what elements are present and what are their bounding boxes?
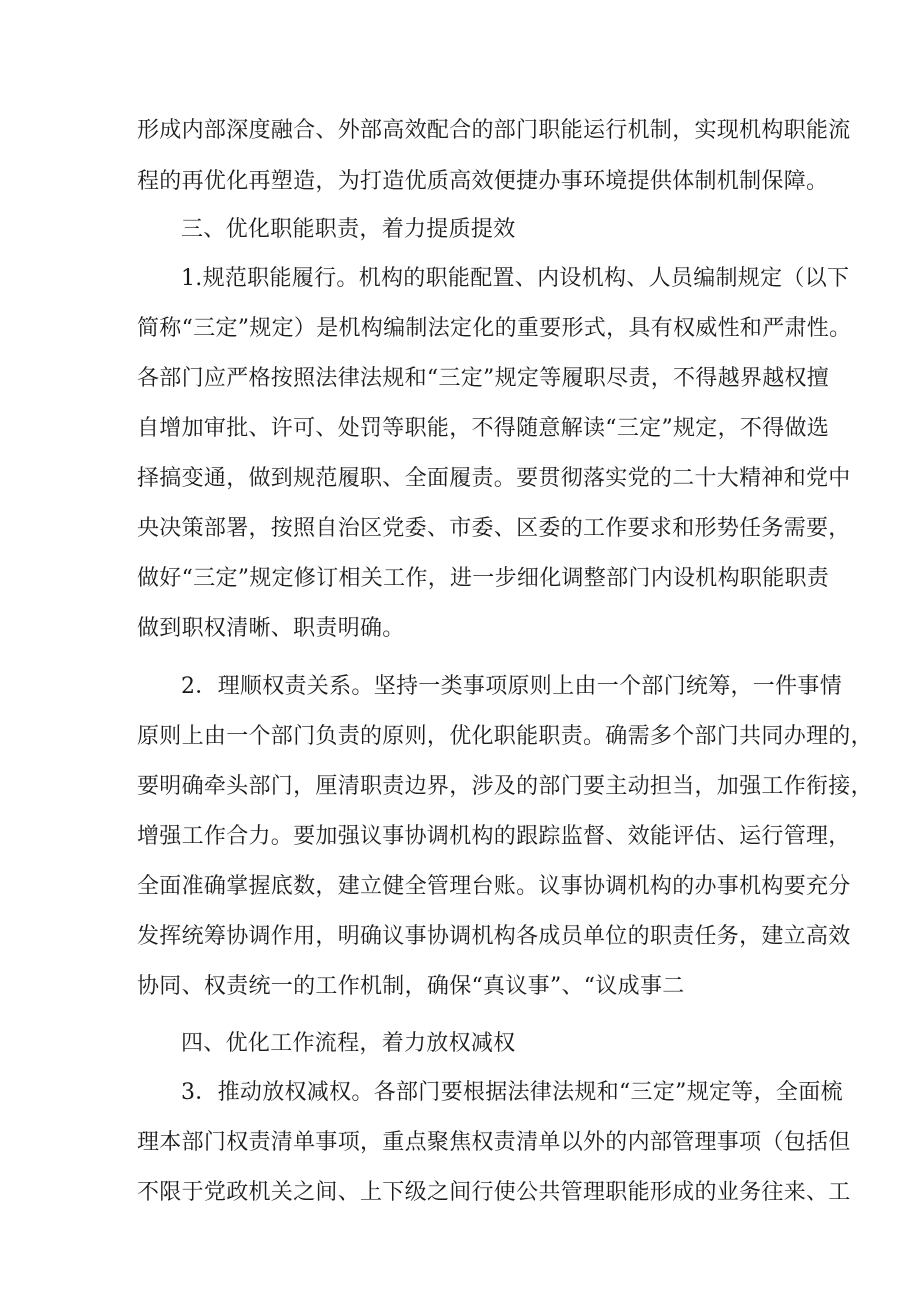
paragraph-line: 要明确牵头部门，厘清职责边界，涉及的部门要主动担当，加强工作衔接， bbox=[137, 774, 873, 799]
paragraph-line: 2．理顺权责关系。坚持一类事项原则上由一个部门统筹，一件事情 bbox=[181, 674, 842, 699]
paragraph-line: 原则上由一个部门负责的原则，优化职能职责。确需多个部门共同办理的， bbox=[137, 724, 873, 749]
paragraph-line: 做到职权清晰、职责明确。 bbox=[137, 616, 405, 641]
paragraph-line: 自增加审批、许可、处罚等职能，不得随意解读“三定”规定，不得做选 bbox=[137, 416, 830, 441]
paragraph-line: 增强工作合力。要加强议事协调机构的跟踪监督、效能评估、运行管理， bbox=[137, 824, 851, 849]
paragraph-line: 简称“三定”规定）是机构编制法定化的重要形式，具有权威性和严肃性。 bbox=[137, 316, 852, 341]
paragraph-line: 不限于党政机关之间、上下级之间行使公共管理职能形成的业务往来、工 bbox=[137, 1180, 851, 1205]
paragraph-line: 程的再优化再塑造，为打造优质高效便捷办事环境提供体制机制保障。 bbox=[137, 169, 829, 194]
section-heading: 四、优化工作流程，着力放权减权 bbox=[181, 1031, 516, 1056]
section-heading: 三、优化职能职责，着力提质提效 bbox=[181, 217, 516, 242]
paragraph-line: 做好“三定”规定修订相关工作，进一步细化调整部门内设机构职能职责 bbox=[137, 566, 830, 591]
paragraph-line: 发挥统筹协调作用，明确议事协调机构各成员单位的职责任务，建立高效 bbox=[137, 924, 851, 949]
paragraph-line: 全面准确掌握底数，建立健全管理台账。议事协调机构的办事机构要充分 bbox=[137, 874, 851, 899]
paragraph-line: 3．推动放权减权。各部门要根据法律法规和“三定”规定等，全面梳 bbox=[181, 1080, 843, 1105]
paragraph-line: 理本部门权责清单事项，重点聚焦权责清单以外的内部管理事项（包括但 bbox=[137, 1130, 851, 1155]
paragraph-line: 协同、权责统一的工作机制，确保“真议事”、“议成事二 bbox=[137, 974, 685, 999]
paragraph-line: 形成内部深度融合、外部高效配合的部门职能运行机制，实现机构职能流 bbox=[137, 118, 851, 143]
paragraph-line: 择搞变通，做到规范履职、全面履责。要贯彻落实党的二十大精神和党中 bbox=[137, 466, 851, 491]
paragraph-line: 央决策部署，按照自治区党委、市委、区委的工作要求和形势任务需要， bbox=[137, 516, 851, 541]
paragraph-line: 1.规范职能履行。机构的职能配置、内设机构、人员编制规定（以下 bbox=[181, 266, 850, 291]
paragraph-line: 各部门应严格按照法律法规和“三定”规定等履职尽责，不得越界越权擅 bbox=[137, 366, 830, 391]
